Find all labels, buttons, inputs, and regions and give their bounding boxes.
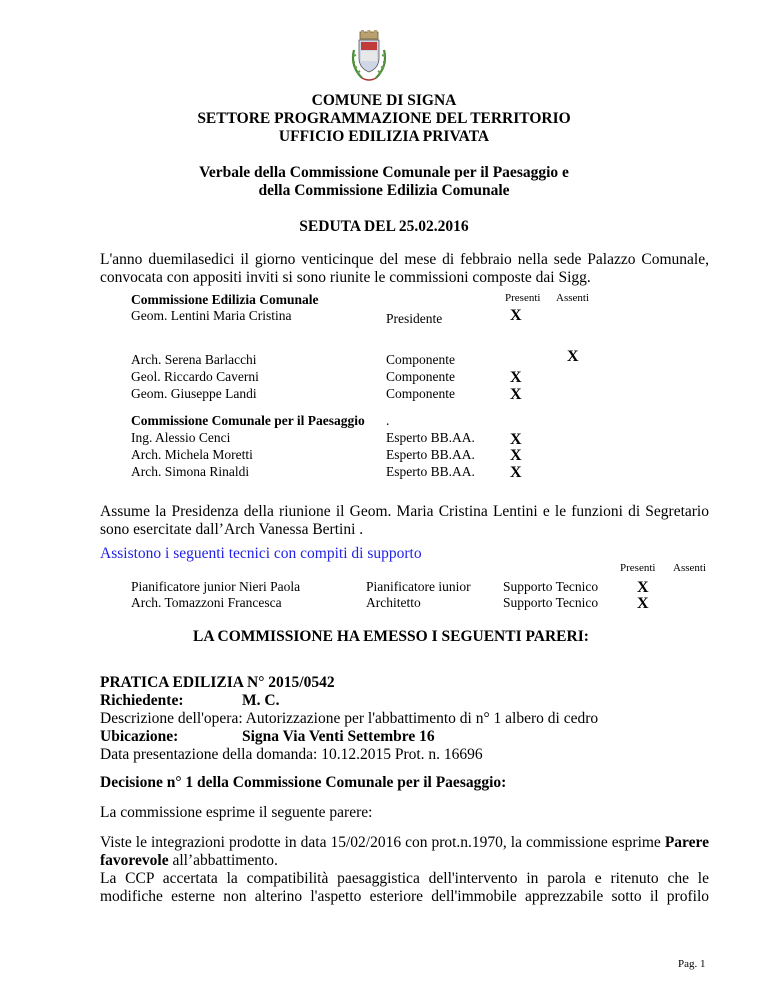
member-absent-mark: X [567, 348, 579, 365]
member-present-mark: X [510, 447, 522, 464]
presidency-line-2: sono esercitate dall’Arch Vanessa Bertini . [100, 521, 364, 538]
pareri-heading: LA COMMISSIONE HA EMESSO I SEGUENTI PARERI: [193, 628, 589, 645]
ubicazione-value: Signa Via Venti Settembre 16 [242, 728, 435, 745]
decisione-title: Decisione n° 1 della Commissione Comunale per il Paesaggio: [100, 774, 507, 791]
support-name: Pianificatore junior Nieri Paola [131, 579, 301, 594]
support-qualifica: Pianificatore iunior [366, 579, 471, 594]
ccp-heading: Commissione Comunale per il Paesaggio [131, 413, 365, 428]
decisione-p1-line1 [100, 834, 709, 852]
member-present-mark: X [510, 464, 522, 481]
richiedente-label: Richiedente: [100, 692, 184, 709]
decisione-p1-text: Viste le integrazioni prodotte in data 15/02/2016 con prot.n.1970, la commissione esprime [100, 834, 661, 851]
header-line-2: SETTORE PROGRAMMAZIONE DEL TERRITORIO [197, 110, 571, 127]
member-name: Geol. Riccardo Caverni [131, 369, 259, 384]
decisione-p1-line2 [100, 852, 278, 870]
member-present-mark: X [510, 369, 522, 386]
descrizione-opera: Descrizione dell'opera: Autorizzazione per l'abbattimento di n° 1 albero di cedro [100, 710, 599, 727]
member-role: Esperto BB.AA. [386, 447, 475, 462]
coat-of-arms-icon [348, 30, 390, 86]
header-line-3: UFFICIO EDILIZIA PRIVATA [278, 128, 490, 145]
member-name: Arch. Simona Rinaldi [131, 464, 250, 479]
support-qualifica: Architetto [366, 595, 421, 610]
decisione-p1-tail: all’abbattimento. [172, 852, 278, 869]
support-col-present: Presenti [620, 562, 656, 574]
member-name: Ing. Alessio Cenci [131, 430, 231, 445]
member-name: Geom. Lentini Maria Cristina [131, 308, 292, 323]
decisione-intro: La commissione esprime il seguente parere: [100, 804, 373, 821]
decisione-p2-line2: modifiche esterne non alterino l'aspetto esteriore dell'immobile apprezzabile sotto il profilo [100, 888, 709, 905]
page-number: Pag. 1 [678, 958, 706, 970]
header-line-1: COMUNE DI SIGNA [311, 92, 457, 109]
member-role: Componente [386, 386, 455, 401]
support-role: Supporto Tecnico [503, 595, 599, 610]
support-heading: Assistono i seguenti tecnici con compiti di supporto [100, 545, 422, 562]
member-name: Arch. Michela Moretti [131, 447, 253, 462]
support-name: Arch. Tomazzoni Francesca [131, 595, 282, 610]
member-present-mark: X [510, 307, 522, 324]
member-role: Esperto BB.AA. [386, 430, 475, 445]
attendance-col-present: Presenti [505, 292, 541, 304]
member-role: Presidente [386, 311, 443, 326]
ubicazione-label: Ubicazione: [100, 728, 179, 745]
member-present-mark: X [510, 431, 522, 448]
municipal-emblem [348, 30, 390, 86]
favorevole-label: favorevole [100, 852, 169, 869]
decisione-p2-line1: La CCP accertata la compatibilità paesaggistica dell'intervento in parola e ritenuto che le [100, 870, 709, 887]
presidency-line-1: Assume la Presidenza della riunione il Geom. Maria Cristina Lentini e le funzioni di Segretario [100, 503, 709, 520]
title-line-2: della Commissione Edilizia Comunale [258, 182, 510, 199]
pratica-title: PRATICA EDILIZIA N° 2015/0542 [100, 674, 335, 691]
support-col-absent: Assenti [673, 562, 706, 574]
member-name: Geom. Giuseppe Landi [131, 386, 257, 401]
intro-line-2: convocata con appositi inviti si sono riunite le commissioni composte dai Sigg. [100, 269, 591, 286]
parere-label: Parere [664, 834, 709, 851]
data-presentazione: Data presentazione della domanda: 10.12.2015 Prot. n. 16696 [100, 746, 483, 763]
member-name: Arch. Serena Barlacchi [131, 352, 257, 367]
intro-line-1: L'anno duemilasedici il giorno venticinque del mese di febbraio nella sede Palazzo Comunale, [100, 251, 709, 268]
member-present-mark: X [510, 386, 522, 403]
member-role: Componente [386, 369, 455, 384]
support-role: Supporto Tecnico [503, 579, 599, 594]
attendance-col-absent: Assenti [556, 292, 589, 304]
title-line-1: Verbale della Commissione Comunale per il Paesaggio e [199, 164, 569, 181]
session-date: SEDUTA DEL 25.02.2016 [299, 218, 469, 235]
support-present-mark: X [637, 595, 649, 612]
member-role: Esperto BB.AA. [386, 464, 475, 479]
support-present-mark: X [637, 579, 649, 596]
cec-heading: Commissione Edilizia Comunale [131, 292, 319, 307]
ccp-heading-dot: . [386, 413, 390, 428]
richiedente-value: M. C. [242, 692, 280, 709]
member-role: Componente [386, 352, 455, 367]
